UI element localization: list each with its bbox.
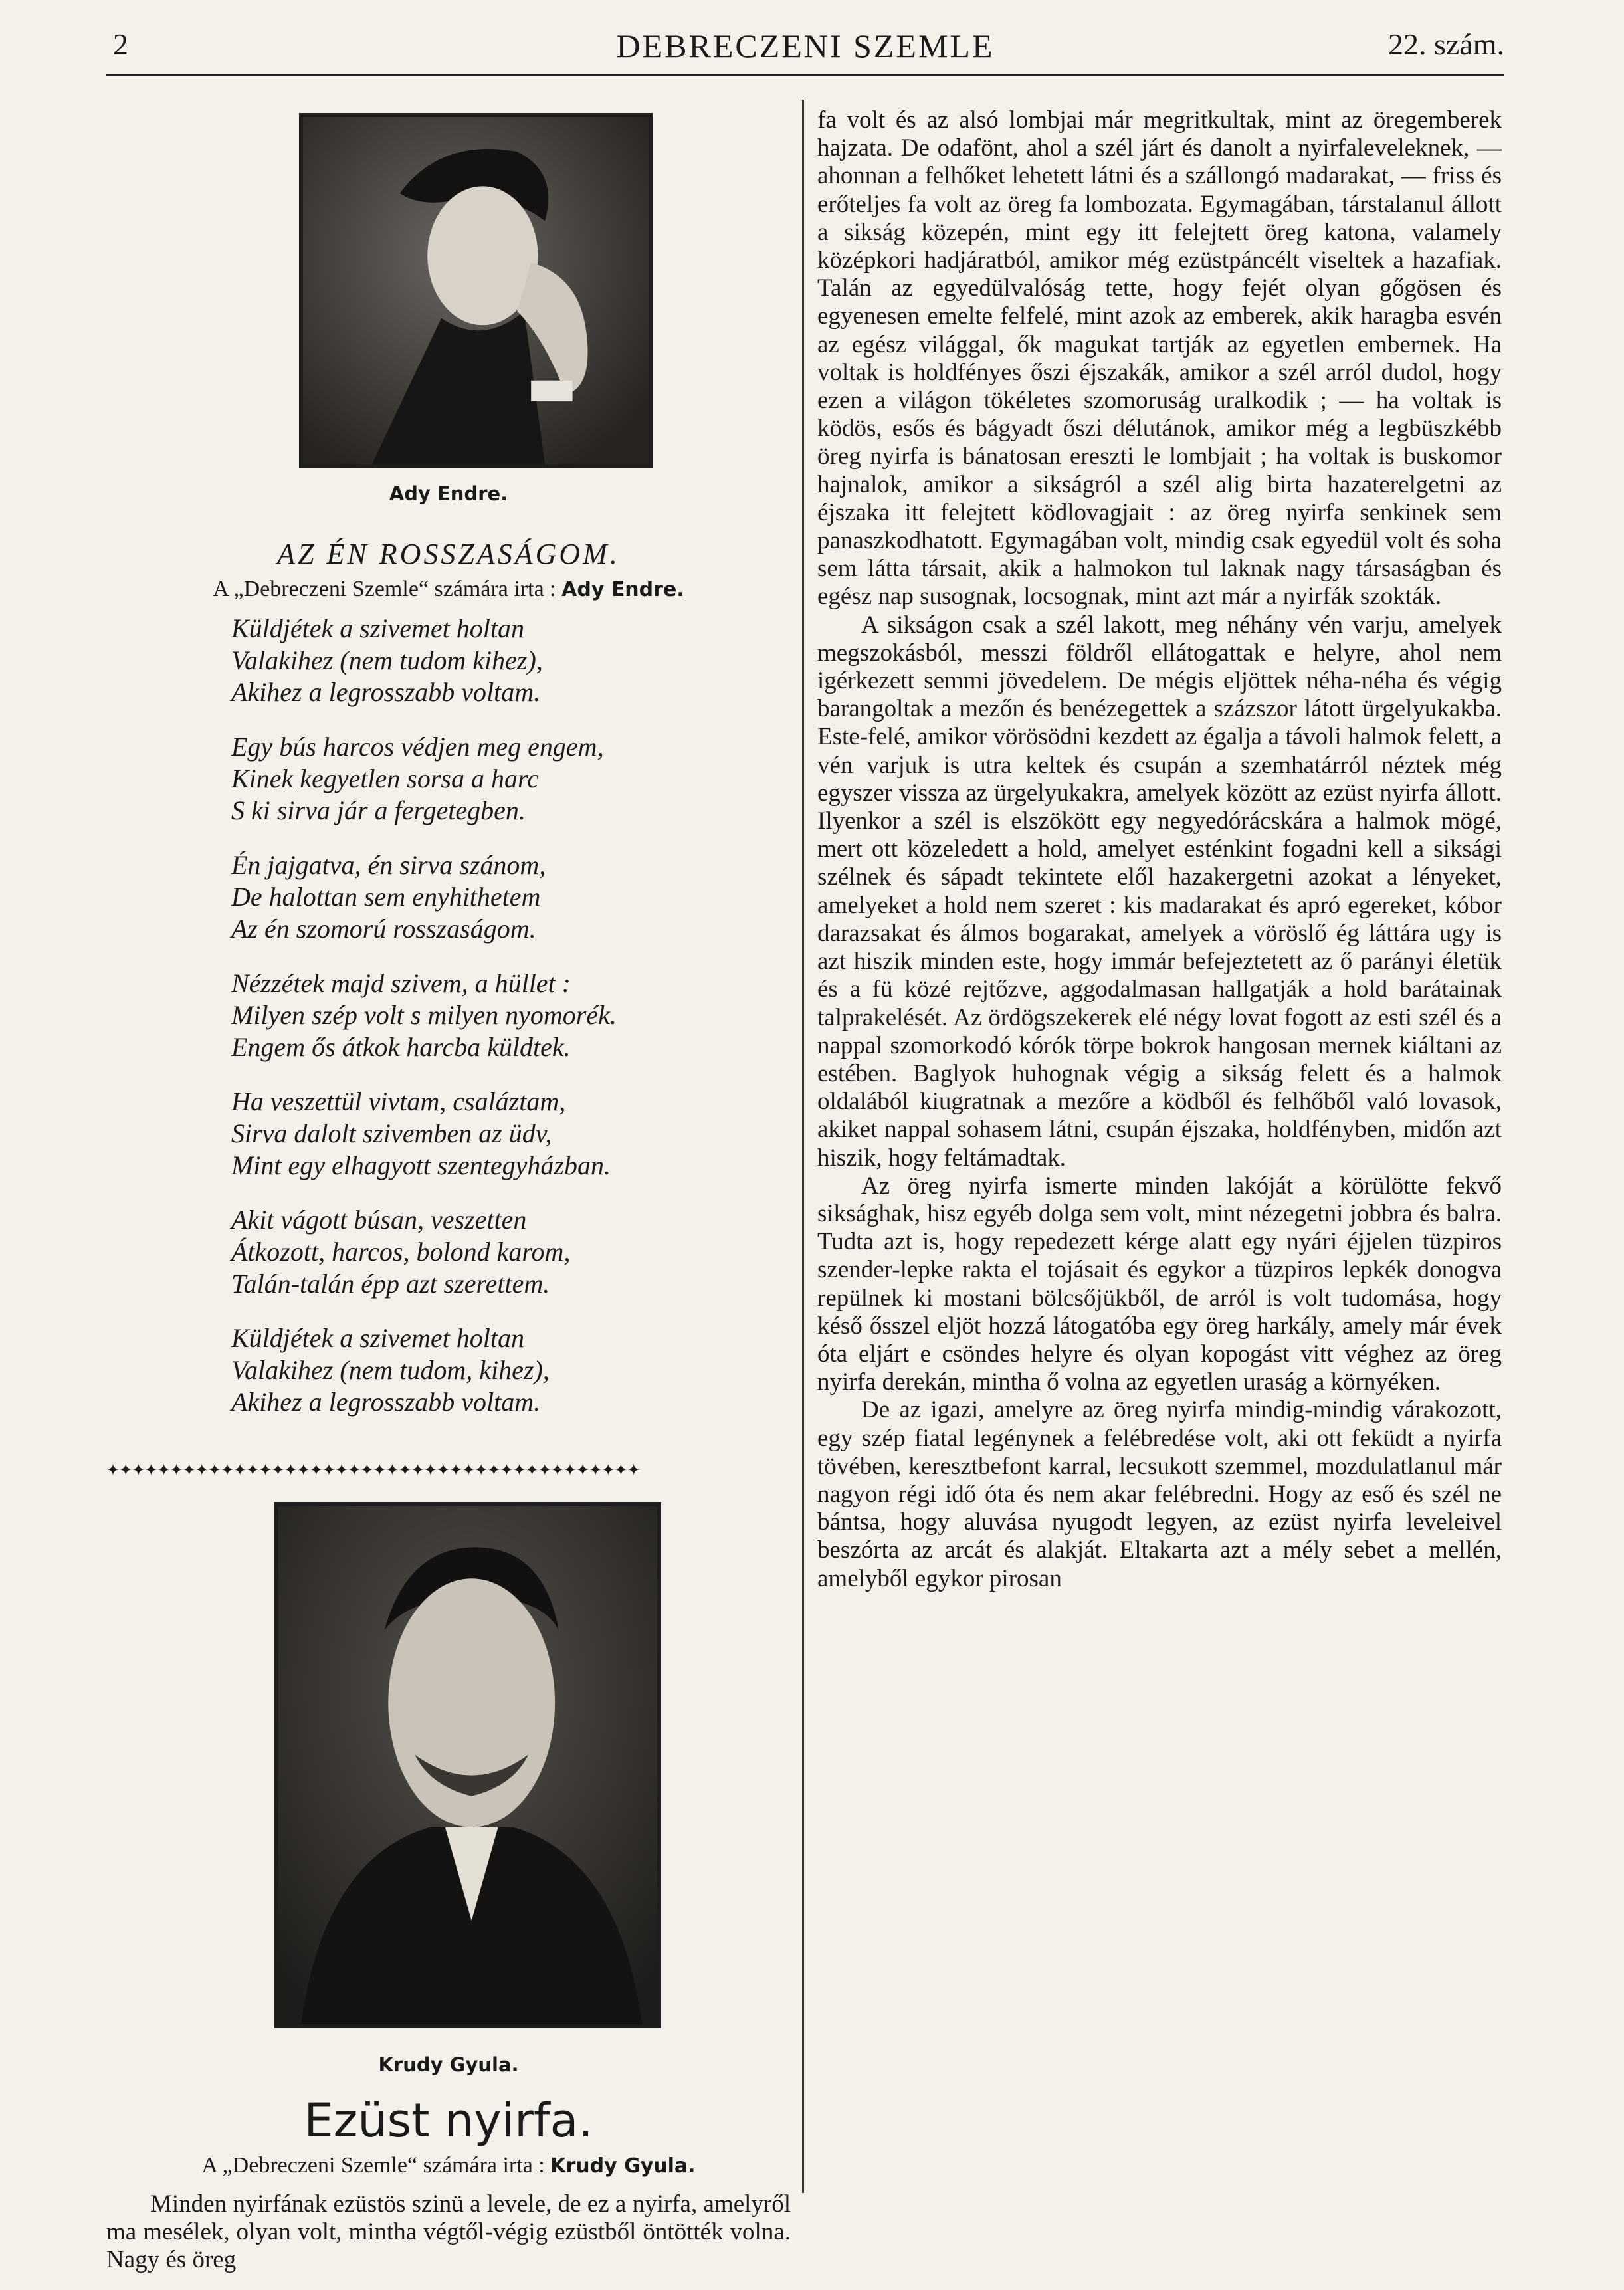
article-byline [106, 2153, 791, 2178]
poem-stanza [231, 731, 776, 827]
poem-stanza [231, 1086, 776, 1182]
poem-line: Nézzétek majd szivem, a hüllet : [231, 968, 571, 998]
poem-line: Az én szomorú rosszaságom. [231, 914, 536, 944]
ady-endre-portrait [299, 113, 653, 468]
poem-line: Engem ős átkok harcba küldtek. [231, 1032, 571, 1062]
poem-line: Valakihez (nem tudom, kihez), [231, 1355, 550, 1385]
poem-stanza [231, 849, 776, 945]
portrait-photo-image [303, 117, 649, 464]
article-paragraph: fa volt és az alsó lombjai már megritkultak, mint az öregemberek hajzata. De odafönt, ahol a szél járt és danolt a nyirfaleveleknek, — ahonnan a felhőket lehetett látni és a szállongó madarakat, — friss és erőteljes fa volt az öreg fa lombozata. Egymagában, társtalanul állott a sikság közepén, mint egy itt felejtett öreg katona, valamely középkori hadjáratból, amikor még ezüstpáncélt viseltek a hazafiak. Talán az egyedülvalóság tette, hogy fejét olyan gőgösen és egyenesen emelte felfelé, mint azok az emberek, akik haragba esvén az egész világgal, ők magukat tartják az egyetlen embernek. Ha voltak is holdfényes őszi éjszakák, amikor a szél arról dudol, hogy ezen a világon tökéletes szomoruság uralkodik ; — ha voltak is ködös, esős és bágyadt őszi délutánok, amikor még a legbüszkébb öreg nyirfa is bánatosan ereszti le lombjait ; ha voltak is buskomor hajnalok, amikor a sikságról a szél alig birta hazaterelgetni az éjszaka itt felejtett ködlovagjait : az öreg nyirfa senkinek sem panaszkodhatott. Egymagában volt, mindig csak egyedül volt és soha sem látta társait, akik a halmokon tul laknak nagy társaságban és egész nap susognak, locsognak, mint azt már a nyirfák szokták. [817, 106, 1502, 611]
byline-prefix: A „Debreczeni Szemle“ számára irta : [201, 2153, 545, 2178]
poem-line: Egy bús harcos védjen meg engem, [231, 732, 604, 762]
byline-author: Ady Endre. [561, 578, 684, 601]
poem-stanza [231, 968, 776, 1063]
poem-byline [106, 577, 791, 602]
poem-line: Akit vágott búsan, veszetten [231, 1205, 527, 1235]
poem-line: Akihez a legrosszabb voltam. [231, 1387, 541, 1417]
ornament-divider: ✦✦✦✦✦✦✦✦✦✦✦✦✦✦✦✦✦✦✦✦✦✦✦✦✦✦✦✦✦✦✦✦✦✦✦✦✦✦✦✦✦✦ [106, 1462, 640, 1478]
poem-line: Én jajgatva, én sirva szánom, [231, 850, 546, 880]
article-body-right [817, 106, 1502, 1593]
poem-line: Ha veszettül vivtam, csaláztam, [231, 1087, 566, 1116]
page-number: 2 [113, 27, 128, 61]
poem-line: Milyen szép volt s milyen nyomorék. [231, 1000, 617, 1030]
poem-line: Küldjétek a szivemet holtan [231, 1323, 525, 1353]
poem-line: Valakihez (nem tudom kihez), [231, 645, 543, 675]
ady-portrait-caption: Ady Endre. [389, 482, 508, 505]
issue-number: 22. szám. [1387, 27, 1504, 61]
publication-title: DEBRECZENI SZEMLE [616, 27, 995, 64]
poem-line: Talán-talán épp azt szerettem. [231, 1269, 550, 1299]
article-paragraph: De az igazi, amelyre az öreg nyirfa mindig-mindig várakozott, egy szép fiatal legénynek a felébredése volt, aki ott feküdt a nyirfa tövében, keresztbefont karral, lecsukott szemmel, mozdulatlanul már nagyon régi idő óta és nem akar felébredni. Hogy az eső és szél ne bántsa, hogy aluvása nyugodt legyen, az ezüst nyirfa leveleivel beszórta az arcát és alakját. Eltakarta azt a mély sebet a mellén, amelyből egykor pirosan [817, 1396, 1502, 1592]
byline-prefix: A „Debreczeni Szemle“ számára irta : [213, 577, 556, 601]
poem-title: AZ ÉN ROSSZASÁGOM. [277, 538, 620, 570]
page-header [106, 27, 1504, 73]
column-divider [802, 100, 804, 2193]
article-paragraph: A sikságon csak a szél lakott, meg néhány vén varju, amelyek megszokásból, messzi földről ellátogattak e helyre, ahol nem igérkezett semmi jövedelem. De mégis eljöttek néha-néha és végig barangoltak a mezőn és benézegettek a százszor látott ürgelyukakba. Este-felé, amikor vörösödni kezdett az égalja a távoli halmok felett, a vén varjuk is utra keltek és csupán a szemhatárról néztek még egyszer vissza az ürgelyukakra, amelyek között az ezüst nyirfa állott. Ilyenkor a szél is elszökött egy negyedórácskára a halmok mögé, mert ott közeledett a hold, amelyet esténkint fogadni kell a siksági szélnek és sápadt tekintete elől hazakergetni azokat a lényeket, amelyeket a hold nem szeret : kis madarakat és apró egereket, kóbor darazsakat és álmos bogarakat, amelyek a vöröslő ég láttára ugy is azt hiszik minden este, hogy immár befejeztetett az ő parányi életük és a fü közé rejtőzve, aggodalmasan hallgatják a hold barátainak talprakelését. Az ördögszekerek elé négy lovat fogott az esti szél és a nappal szomorkodó kórók törpe bokrok hangosan mernek kiáltani az estében. Baglyok huhognak végig a sikság felett és a halmok oldalából kiugratnak a mezőre a ködből és felhőből való lovasok, akiket nappal sohasem látni, csupán éjszaka, holdfényben, midőn azt hiszik, hogy feltámadtak. [817, 611, 1502, 1172]
poem-stanza [231, 1322, 776, 1418]
poem-line: De halottan sem enyhithetem [231, 882, 541, 912]
poem-stanza [231, 613, 776, 708]
article-title: Ezüst nyirfa. [304, 2093, 593, 2148]
byline-author: Krudy Gyula. [550, 2154, 696, 2178]
portrait-photo-image [278, 1506, 657, 2024]
article-paragraph: Minden nyirfának ezüstös szinü a levele, de ez a nyirfa, amelyről ma mesélek, olyan volt, mintha végtől-végig ezüstből öntötték volna. Nagy és öreg [106, 2190, 791, 2274]
poem-line: Küldjétek a szivemet holtan [231, 613, 525, 643]
header-rule [106, 74, 1504, 76]
poem-line: Kinek kegyetlen sorsa a harc [231, 764, 539, 793]
article-paragraph: Az öreg nyirfa ismerte minden lakóját a körülötte fekvő siksághak, hisz egyéb dolga sem volt, mint nézegetni jobbra és balra. Tudta azt is, hogy repedezett kérge alatt egy nyári éjjelen tüzpiros szender-lepke rakta el tojásait és egykor a tüzpiros lepkék donogva repülnek ki mostani bölcsőjükből, de arról is volt tudomása, hogy késő ősszel eljöt hozzá látogatóba egy öreg harkály, amely már évek óta eljárt e csöndes helyre és olyan kopogást vitt véghez az öreg nyirfa derekán, mintha ő volna az egyetlen uraság a környéken. [817, 1172, 1502, 1396]
poem-line: Átkozott, harcos, bolond karom, [231, 1237, 571, 1267]
krudy-gyula-portrait [274, 1502, 661, 2028]
poem-stanza [231, 1204, 776, 1300]
poem-line: Mint egy elhagyott szentegyházban. [231, 1150, 611, 1180]
article-body-left [106, 2190, 791, 2275]
krudy-portrait-caption: Krudy Gyula. [378, 2053, 519, 2076]
poem-line: S ki sirva jár a fergetegben. [231, 795, 526, 825]
poem-line: Sirva dalolt szivemben az üdv, [231, 1118, 552, 1148]
poem-line: Akihez a legrosszabb voltam. [231, 677, 541, 707]
